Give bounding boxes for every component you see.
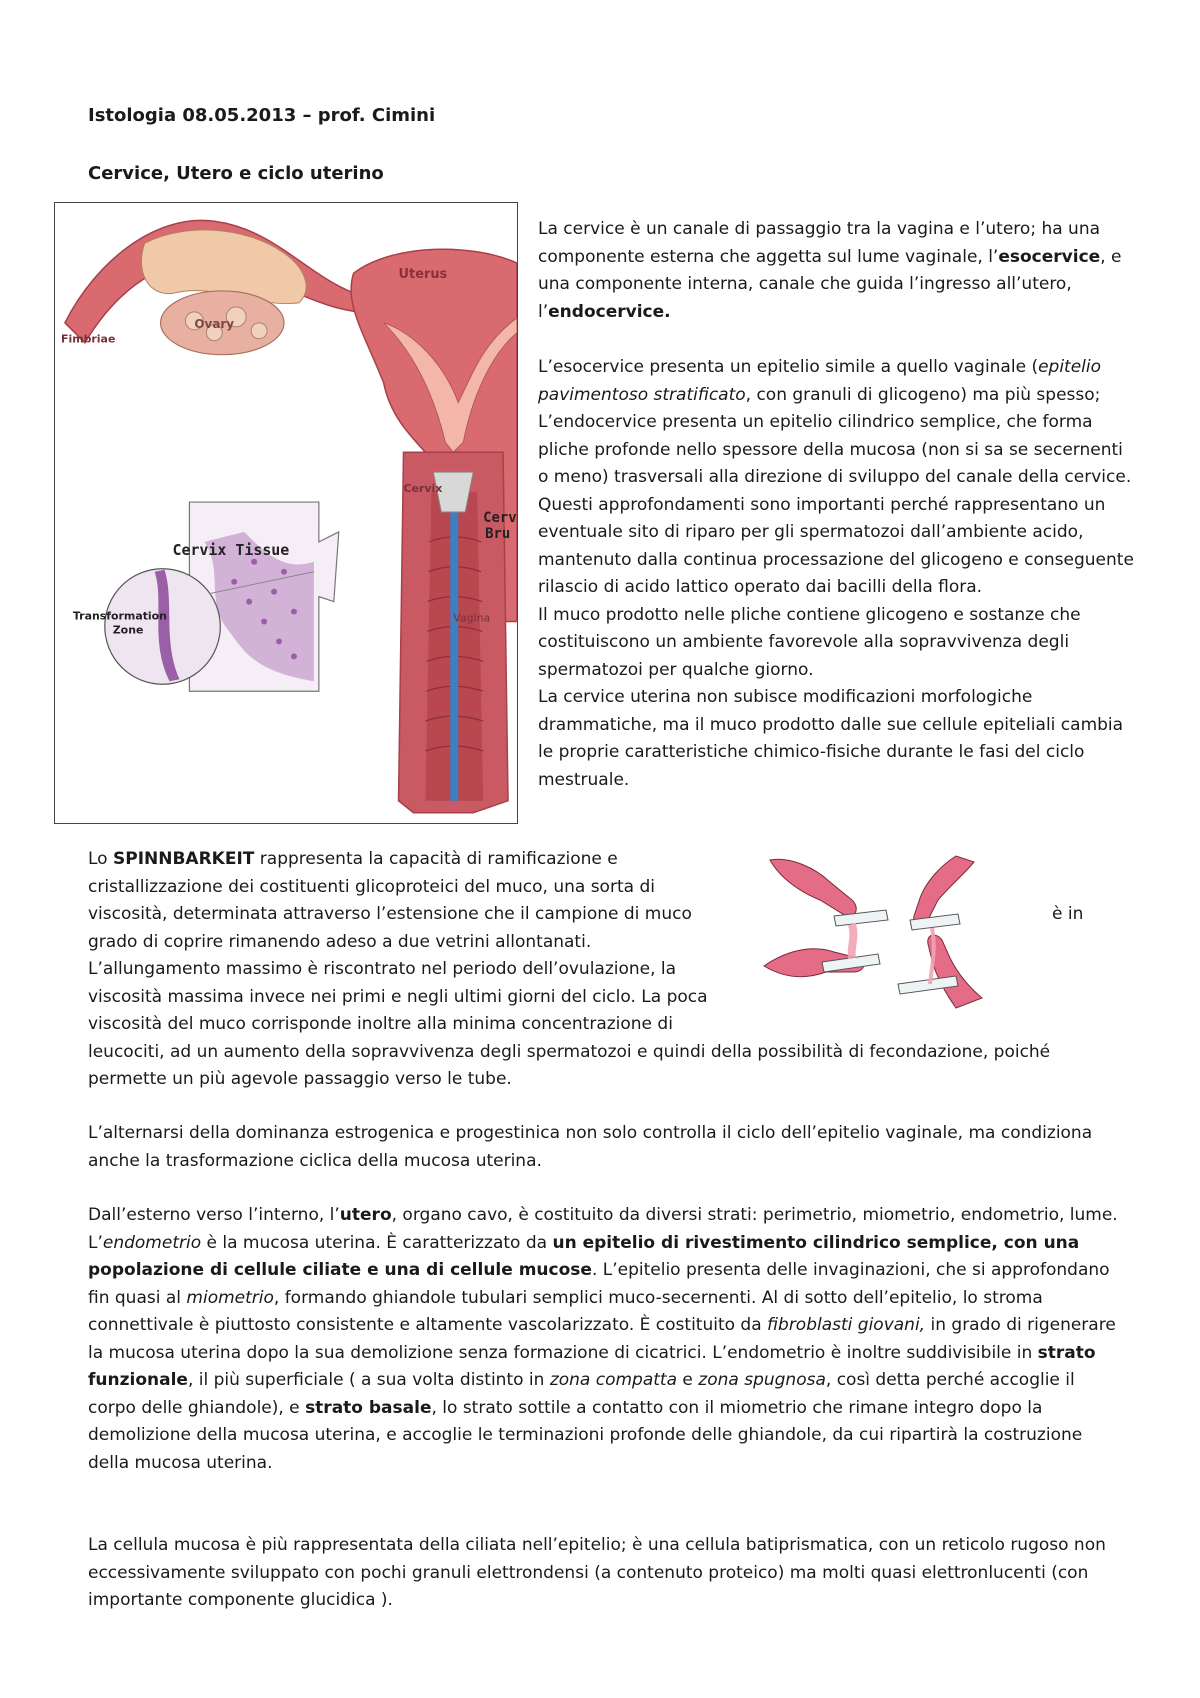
text-run: L’esocervice presenta un epitelio simile a quello vaginale (: [538, 357, 1039, 377]
text-run-right: è in: [1052, 904, 1084, 924]
text-run: , il più superficiale ( a sua volta distinto in: [187, 1370, 550, 1390]
section-title: Cervice, Utero e ciclo uterino: [88, 163, 384, 184]
text-run: La cervice è un canale di passaggio tra la vagina e l’utero; ha una componente esterna che aggetta sul lume vaginale, l’: [538, 219, 1101, 267]
text-run: L’endocervice presenta un epitelio cilindrico semplice, che forma pliche profonde nello spessore della mucosa (non si sa se secernenti o meno) trasversali alla direzione di sviluppo del canale della cervice.: [538, 412, 1132, 487]
document-title: Istologia 08.05.2013 – prof. Cimini: [88, 105, 436, 126]
italic-term: epitelio pavimentoso stratificato: [538, 357, 1102, 405]
text-run: , lo strato sottile a contatto con il miometrio che rimane integro dopo la demolizione della mucosa uterina, e accoglie le terminazioni profonde delle ghiandole, da cui ripartirà la costruzione della mucosa uterina.: [88, 1397, 1083, 1473]
bold-term-spinnbarkeit: SPINNBARKEIT: [112, 849, 255, 869]
italic-term-zona-compatta: zona compatta: [549, 1370, 678, 1390]
paragraph-mucous-cell: La cellula mucosa è più rappresentata della ciliata nell’epitelio; è una cellula batiprismatica, con un reticolo rugoso non eccessivamente sviluppato con pochi granuli elettrondensi (a contenuto proteico) ma molti quasi elettronlucenti (con importante componente glucidica ).: [88, 1535, 1106, 1610]
bold-term-strato-funzionale: strato funzionale: [88, 1342, 1096, 1390]
text-run: rappresenta la capacità di ramificazione e cristallizzazione dei costituenti glicoproteici del muco, una sorta di viscosità, determinata attraverso l’estensione che il campione di muco: [88, 849, 692, 924]
cervical-brush-label-1: Cerv: [483, 509, 517, 526]
ovary-label: Ovary: [194, 316, 235, 331]
bold-term-esocervice: esocervice: [998, 246, 1101, 267]
italic-term-zona-spugnosa: zona spugnosa: [698, 1370, 826, 1390]
uterus-cervix-anatomy-figure: [54, 202, 518, 824]
vagina-label: Vagina: [453, 611, 491, 625]
bold-term-strato-basale: strato basale: [305, 1397, 432, 1418]
paragraph-spinnbarkeit: [88, 846, 1128, 1094]
text-run: La cervice uterina non subisce modificazioni morfologiche drammatiche, ma il muco prodotto dalle sue cellule epiteliali cambia le proprie caratteristiche chimico-fisiche durante le fasi del ciclo mestruale.: [538, 687, 1124, 790]
bold-term-utero: utero: [339, 1205, 392, 1225]
paragraph-hormonal-dominance: L’alternarsi della dominanza estrogenica e progestinica non solo controlla il ciclo dell’epitelio vaginale, ma condiziona anche la trasformazione ciclica della mucosa uterina.: [88, 1123, 1093, 1171]
text-run: , organo cavo, è costituito da diversi strati: perimetrio, miometrio, endometrio, lume.: [391, 1205, 1118, 1225]
paragraph-uterus-layers: [88, 1202, 1128, 1477]
text-run: L’: [88, 1232, 103, 1253]
text-run: , con granuli di glicogeno) ma più spesso;: [745, 384, 1101, 405]
transformation-label: Transformation: [72, 609, 167, 623]
text-run: in grado di rigenerare la mucosa uterina dopo la sua demolizione senza formazione di cicatrici. L’endometrio è inoltre suddivisibile in: [88, 1315, 1116, 1363]
italic-term-fibroblasti: fibroblasti giovani,: [767, 1315, 926, 1335]
italic-term-miometrio: miometrio: [186, 1287, 274, 1308]
text-run: , così detta perché accoglie il corpo delle ghiandole), e: [88, 1370, 1075, 1418]
italic-term-endometrio: endometrio: [102, 1232, 202, 1253]
text-run: leucociti, ad un aumento della sopravvivenza degli spermatozoi e quindi della possibilità di fecondazione, poiché permette un più agevole passaggio verso le tube.: [88, 1041, 1051, 1089]
cervix-label: Cervix: [403, 482, 443, 496]
text-run: grado di coprire rimanendo adeso a due vetrini allontanati.: [88, 931, 592, 952]
cervix-tissue-label: Cervix Tissue: [172, 540, 290, 559]
text-run: , e una componente interna, canale che guida l’ingresso all’utero, l’: [538, 246, 1122, 322]
text-run: Dall’esterno verso l’interno, l’: [88, 1205, 340, 1225]
text-run: Questi approfondamenti sono importanti perché rappresentano un eventuale sito di riparo per gli spermatozoi dall’ambiente acido, mantenuto dalla continua processazione del glicogeno e conseguente rilascio di acido lattico operato dai bacilli della flora.: [538, 494, 1134, 597]
zone-label: Zone: [112, 623, 144, 637]
fimbriae-label: Fimbriae: [60, 332, 116, 346]
paragraph-esocervice-endocervice: [538, 354, 1138, 794]
uterus-label: Uterus: [398, 267, 448, 283]
text-run: è la mucosa uterina. È caratterizzato da: [201, 1232, 553, 1253]
text-run: , formando ghiandole tubulari semplici muco-secernenti. Al di sotto dell’epitelio, lo stroma connettivale è piuttosto consistente e altamente vascolarizzato. È costituito da: [88, 1287, 1043, 1335]
cervical-brush-label-2: Bru: [485, 525, 511, 542]
text-run: e: [677, 1370, 699, 1390]
text-run: Lo: [88, 849, 113, 869]
text-run: Il muco prodotto nelle pliche contiene glicogeno e sostanze che costituiscono un ambiente favorevole alla sopravvivenza degli spermatozoi per qualche giorno.: [538, 604, 1081, 680]
paragraph-cervix-intro: [538, 216, 1138, 326]
bold-term-epitelio: un epitelio di rivestimento cilindrico semplice, con una popolazione di cellule ciliate e una di cellule mucose: [88, 1232, 1080, 1280]
text-run: . L’epitelio presenta delle invaginazioni, che si approfondano fin quasi al: [88, 1260, 1110, 1308]
text-run: L’allungamento massimo è riscontrato nel periodo dell’ovulazione, la viscosità massima invece nei primi e negli ultimi giorni del ciclo. La poca viscosità del muco corrisponde inoltre alla minima concentrazione di: [88, 959, 708, 1034]
anatomy-illustration: [55, 203, 517, 823]
bold-term-endocervice: endocervice.: [548, 301, 671, 322]
